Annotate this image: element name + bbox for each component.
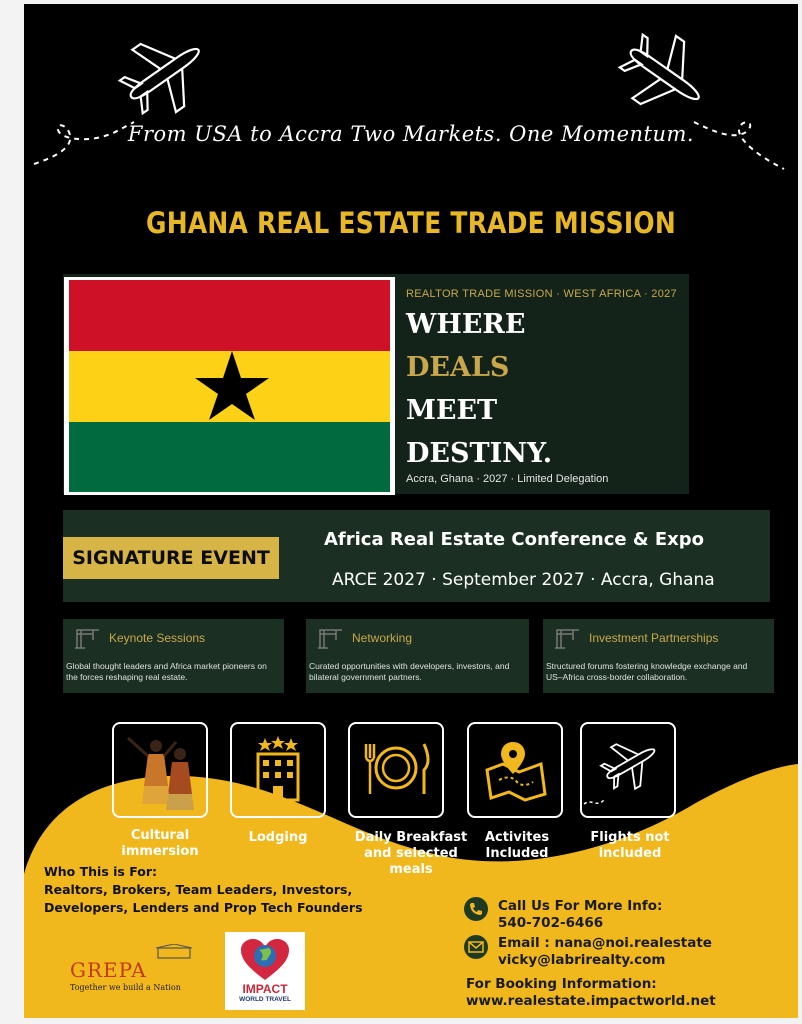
- plate-cutlery-icon: [350, 724, 442, 816]
- who-line-1: Realtors, Brokers, Team Leaders, Investors,: [44, 882, 353, 897]
- signature-event-badge: SIGNATURE EVENT: [63, 537, 279, 579]
- hotel-icon: [232, 724, 324, 816]
- email-line-2[interactable]: vicky@labrirealty.com: [498, 952, 666, 968]
- heart-globe-icon: [239, 938, 291, 982]
- hero-subline: Accra, Ghana · 2027 · Limited Delegation: [406, 473, 609, 485]
- feature-label-activities: Activites Included: [484, 830, 550, 861]
- dancers-icon: [114, 724, 206, 816]
- building-icon: [154, 944, 194, 960]
- headline-line-3: MEET: [406, 395, 498, 426]
- feature-label-lodging: Lodging: [248, 830, 308, 845]
- impact-logo: [225, 932, 305, 1010]
- map-pin-icon: [469, 724, 561, 816]
- call-label: Call Us For More Info:: [498, 898, 663, 914]
- impact-sub: WORLD TRAVEL: [239, 996, 291, 1003]
- booking-label: For Booking Information:: [466, 976, 657, 992]
- feature-box-flights: [580, 722, 676, 818]
- feature-label-cultural: Cultural immersion: [121, 828, 199, 859]
- email-line-1[interactable]: Email : nana@noi.realestate: [498, 935, 712, 951]
- tagline: From USA to Accra Two Markets. One Momentum.: [127, 122, 695, 146]
- who-line-2: Developers, Lenders and Prop Tech Founders: [44, 900, 363, 915]
- booking-url[interactable]: www.realestate.impactworld.net: [466, 993, 716, 1009]
- card-description: Structured forums fostering knowledge exchange and US–Africa cross-border collaboration.: [546, 661, 748, 682]
- card-title: Investment Partnerships: [589, 631, 719, 645]
- main-title: GHANA REAL ESTATE TRADE MISSION: [145, 206, 676, 240]
- flyer: [24, 4, 798, 1018]
- impact-name: IMPACT: [242, 982, 288, 996]
- headline-line-2: DEALS: [406, 352, 510, 383]
- phone-icon: [464, 897, 488, 921]
- grepa-logo: [70, 950, 220, 996]
- hero-kicker: REALTOR TRADE MISSION · WEST AFRICA · 2027: [406, 288, 677, 300]
- card-title: Networking: [352, 631, 413, 645]
- card-description: Global thought leaders and Africa market pioneers on the forces reshaping real estate.: [66, 661, 267, 682]
- feature-label-meals: Daily Breakfast and selected meals: [354, 830, 468, 877]
- feature-box-lodging: [230, 722, 326, 818]
- feature-box-meals: [348, 722, 444, 818]
- card-title: Keynote Sessions: [109, 631, 206, 645]
- headline-line-4: DESTINY.: [406, 438, 553, 469]
- event-title: Africa Real Estate Conference & Expo: [324, 529, 704, 550]
- headline-line-1: WHERE: [406, 309, 526, 340]
- feature-box-activities: [467, 722, 563, 818]
- airplane-icon: [582, 724, 674, 816]
- event-details: ARCE 2027 · September 2027 · Accra, Ghana: [332, 570, 715, 590]
- email-icon: [464, 935, 488, 959]
- who-heading: Who This is For:: [44, 864, 157, 879]
- feature-box-cultural: [112, 722, 208, 818]
- grepa-tagline: Together we build a Nation: [70, 983, 181, 992]
- feature-label-flights: Flights not included: [590, 830, 670, 861]
- grepa-name: GREPA: [70, 958, 147, 982]
- phone-number[interactable]: 540-702-6466: [498, 915, 604, 931]
- card-description: Curated opportunities with developers, investors, and bilateral government partners.: [309, 661, 510, 682]
